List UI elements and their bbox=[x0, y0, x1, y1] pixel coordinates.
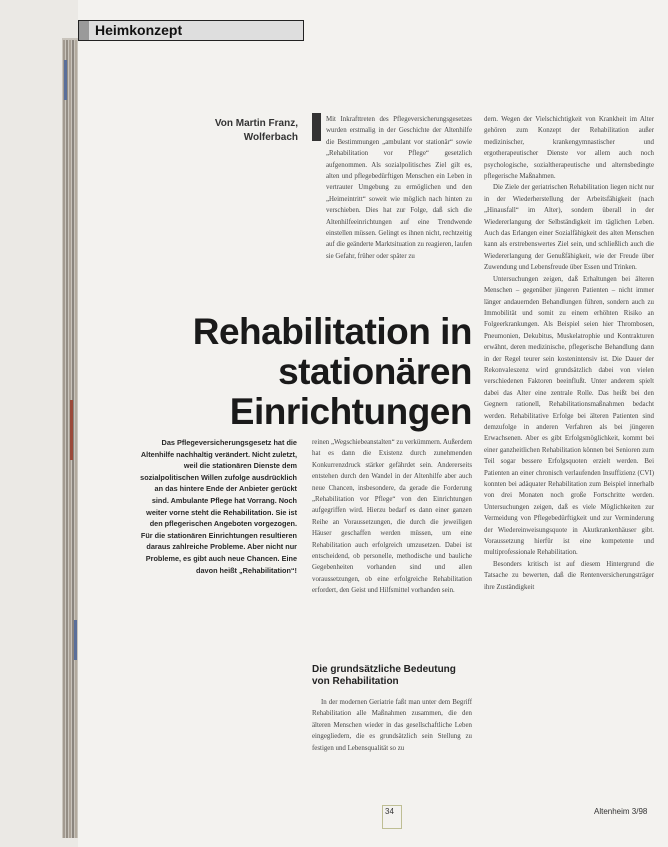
title-line-1: Rehabilitation in bbox=[192, 311, 472, 352]
body-paragraph: dern. Wegen der Vielschichtigkeit von Krankheit im Alter gehören zum Konzept der Rehabilitation außer medizinischer, krankengymnastischer und ergotherapeutischer Dienste vor allem auch noch psychologische, sozialtherapeutische und alternsbedingte pflegerische Maßnahmen. bbox=[484, 116, 654, 181]
binder-page-edges bbox=[0, 0, 80, 847]
body-paragraph: Mit Inkrafttreten des Pflegeversicherungsgesetzes wurden erstmalig in der Geschichte der Altenhilfe die Bestimmungen „ambulant vor stationär“ sowie „Rehabilitation vor Pflege“ gesetzlich aufgenommen. Als sozialpolitisches Ziel gilt es, alten und pflegebedürftigen Menschen ein Leben in vertrauter Umgebung zu ermöglichen und den „Heimeintritt“ soweit wie möglich nach hinten zu verschieben. Dies hat zur Folge, daß sich die Altenhilfeeinrichtungen auf eine Trendwende einstellen müssen. Gelingt es ihnen nicht, rechtzeitig auf die geänderte Marktsituation zu reagieren, laufen sie Gefahr, früher oder später zu bbox=[326, 116, 472, 260]
body-paragraph: Untersuchungen zeigen, daß Erhaltungen bei älteren Menschen – gegenüber jüngeren Patienten – nicht immer länger andauernden Behandlungen führen, sondern auch zu Immobilität und somit zu einem erhöhten Risiko an Folgeerkrankungen. Als Beispiel seien hier Thrombosen, Pneumonien, Dekubitus, Muskelatrophie und Kontrakturen erwähnt, deren medizinische, pflegerische Behandlung dann in der Regel teurer sein kostenintensiv ist. Die Dauer der Rekonvaleszenz wird grundsätzlich dabei von vielen verschiedenen Faktoren beeinflußt. Unter anderem spielt dabei das Alter eine zentrale Rolle. Das heißt bei den Gegnern rationell, Rehabilitationsmaßnahmen bedacht werden. Rehabilitative Erfolge bei älteren Patienten sind demzufolge in anderen Verfahren als bei jüngeren Erwachsenen. Aber es gibt Erfolgsmöglichkeit, kommt bei einer ganzheitlichen Rehabilitation können bei Senioren zum Teil sogar bessere Erfolgsquoten erzielt werden. Bei Patienten an einer chronisch verlaufenden Insuffizienz (CVI) konnten bei adäquater Rehabilitation zum Beispiel innerhalb von drei Monaten noch große Fortschritte werden. Untersuchungen zeigen, daß es viele Möglichkeiten zur Vermeidung von Pflegebedürftigkeit und zur Verminderung der Wiedereinweisungsquote in Akutkrankenhäuser gibt. Voraussetzung hierfür ist eine kompetente und multiprofessionale Rehabilitation. bbox=[484, 275, 654, 557]
author-location: Wolferbach bbox=[243, 132, 298, 143]
section-header bbox=[78, 20, 304, 41]
title-line-3: Einrichtungen bbox=[229, 391, 472, 432]
title-line-2: stationären bbox=[278, 351, 472, 392]
body-column-1-bottom bbox=[312, 437, 472, 651]
body-paragraph: In der modernen Geriatrie faßt man unter dem Begriff Rehabilitation alle Maßnahmen zusammen, die den älteren Menschen wieder in das gesellschaftliche Leben eingegliedern, die es grundsätzlich sein Stellung zu festigen und Lebensqualität so zu bbox=[312, 699, 472, 752]
author-name: Von Martin Franz, bbox=[214, 118, 298, 129]
issue-label: Altenheim 3/98 bbox=[594, 807, 648, 816]
author-byline bbox=[190, 117, 298, 145]
article-title bbox=[150, 312, 472, 432]
page-number: 34 bbox=[385, 807, 394, 816]
article-lead: Das Pflegeversicherungsgesetz hat die Altenhilfe nachhaltig verändert. Nicht zuletzt, weil die stationären Dienste dem sozialpolitischen Willen zufolge ausdrücklich an das hintere Ende der Anbieter gerückt sind. Ambulante Pflege hat Vorrang. Noch weiter vorne steht die Rehabilitation. Sie ist den pflegerischen Angeboten vorgezogen. Für die stationären Einrichtungen resultieren daraus zahlreiche Probleme. Aber nicht nur Probleme, es gibt auch neue Chancen. Eine davon heißt „Rehabilitation“! bbox=[140, 438, 297, 575]
body-column-1-top bbox=[312, 114, 472, 302]
header-accent bbox=[79, 21, 89, 40]
body-column-2 bbox=[484, 114, 654, 770]
body-paragraph: reinen „Wegschiebeanstalten“ zu verkümmern. Außerdem hat es dann die Existenz durch zunehmenden Konkurrenzdruck stärker gefährdet sein. Andererseits entstehen durch den Wandel in der Altenhilfe aber auch neue Chancen, insbesondere, da gerade die Forderung „Rehabilitation vor Pflege“ von den Einrichtungen aufgegriffen wird. Hierzu bedarf es dann einer ganzen Reihe an Voraussetzungen, die durch die jeweiligen Häuser geschaffen werden müssen, um eine Rehabilitation auch erfolgreich umzusetzen. Dabei ist entscheidend, ob personelle, methodische und bauliche Gegebenheiten vorhanden sind und allen voraussetzungen, ob eine erfolgreiche Rehabilitation erfordert, den Geist und Hilfsmittel vorhanden sein. bbox=[312, 439, 472, 595]
section-subheading: Die grundsätzliche Bedeutung von Rehabilitation bbox=[312, 664, 456, 687]
body-column-1-end bbox=[312, 697, 472, 777]
section-label: Heimkonzept bbox=[95, 22, 183, 38]
body-paragraph: Besonders kritisch ist auf diesem Hintergrund die Tatsache zu bewerten, daß die Rentenversicherungsträger ihre Zuständigkeit bbox=[484, 560, 654, 591]
body-paragraph: Die Ziele der geriatrischen Rehabilitation liegen nicht nur in der Wiederherstellung der Arbeitsfähigkeit (nach „Hinausfall“ im Alter), sondern überall in der Wiedererlangung der Selbständigkeit im täglichen Leben. Auch das Erlangen einer Sozialfähigkeit des alten Menschen kann als erstrebenswertes Ziel sein, und schließlich auch die Wiedererlangung der Genußfähigkeit, wie der Freude über Zuwendung und Lebensfreude über Essen und Trinken. bbox=[484, 184, 654, 272]
